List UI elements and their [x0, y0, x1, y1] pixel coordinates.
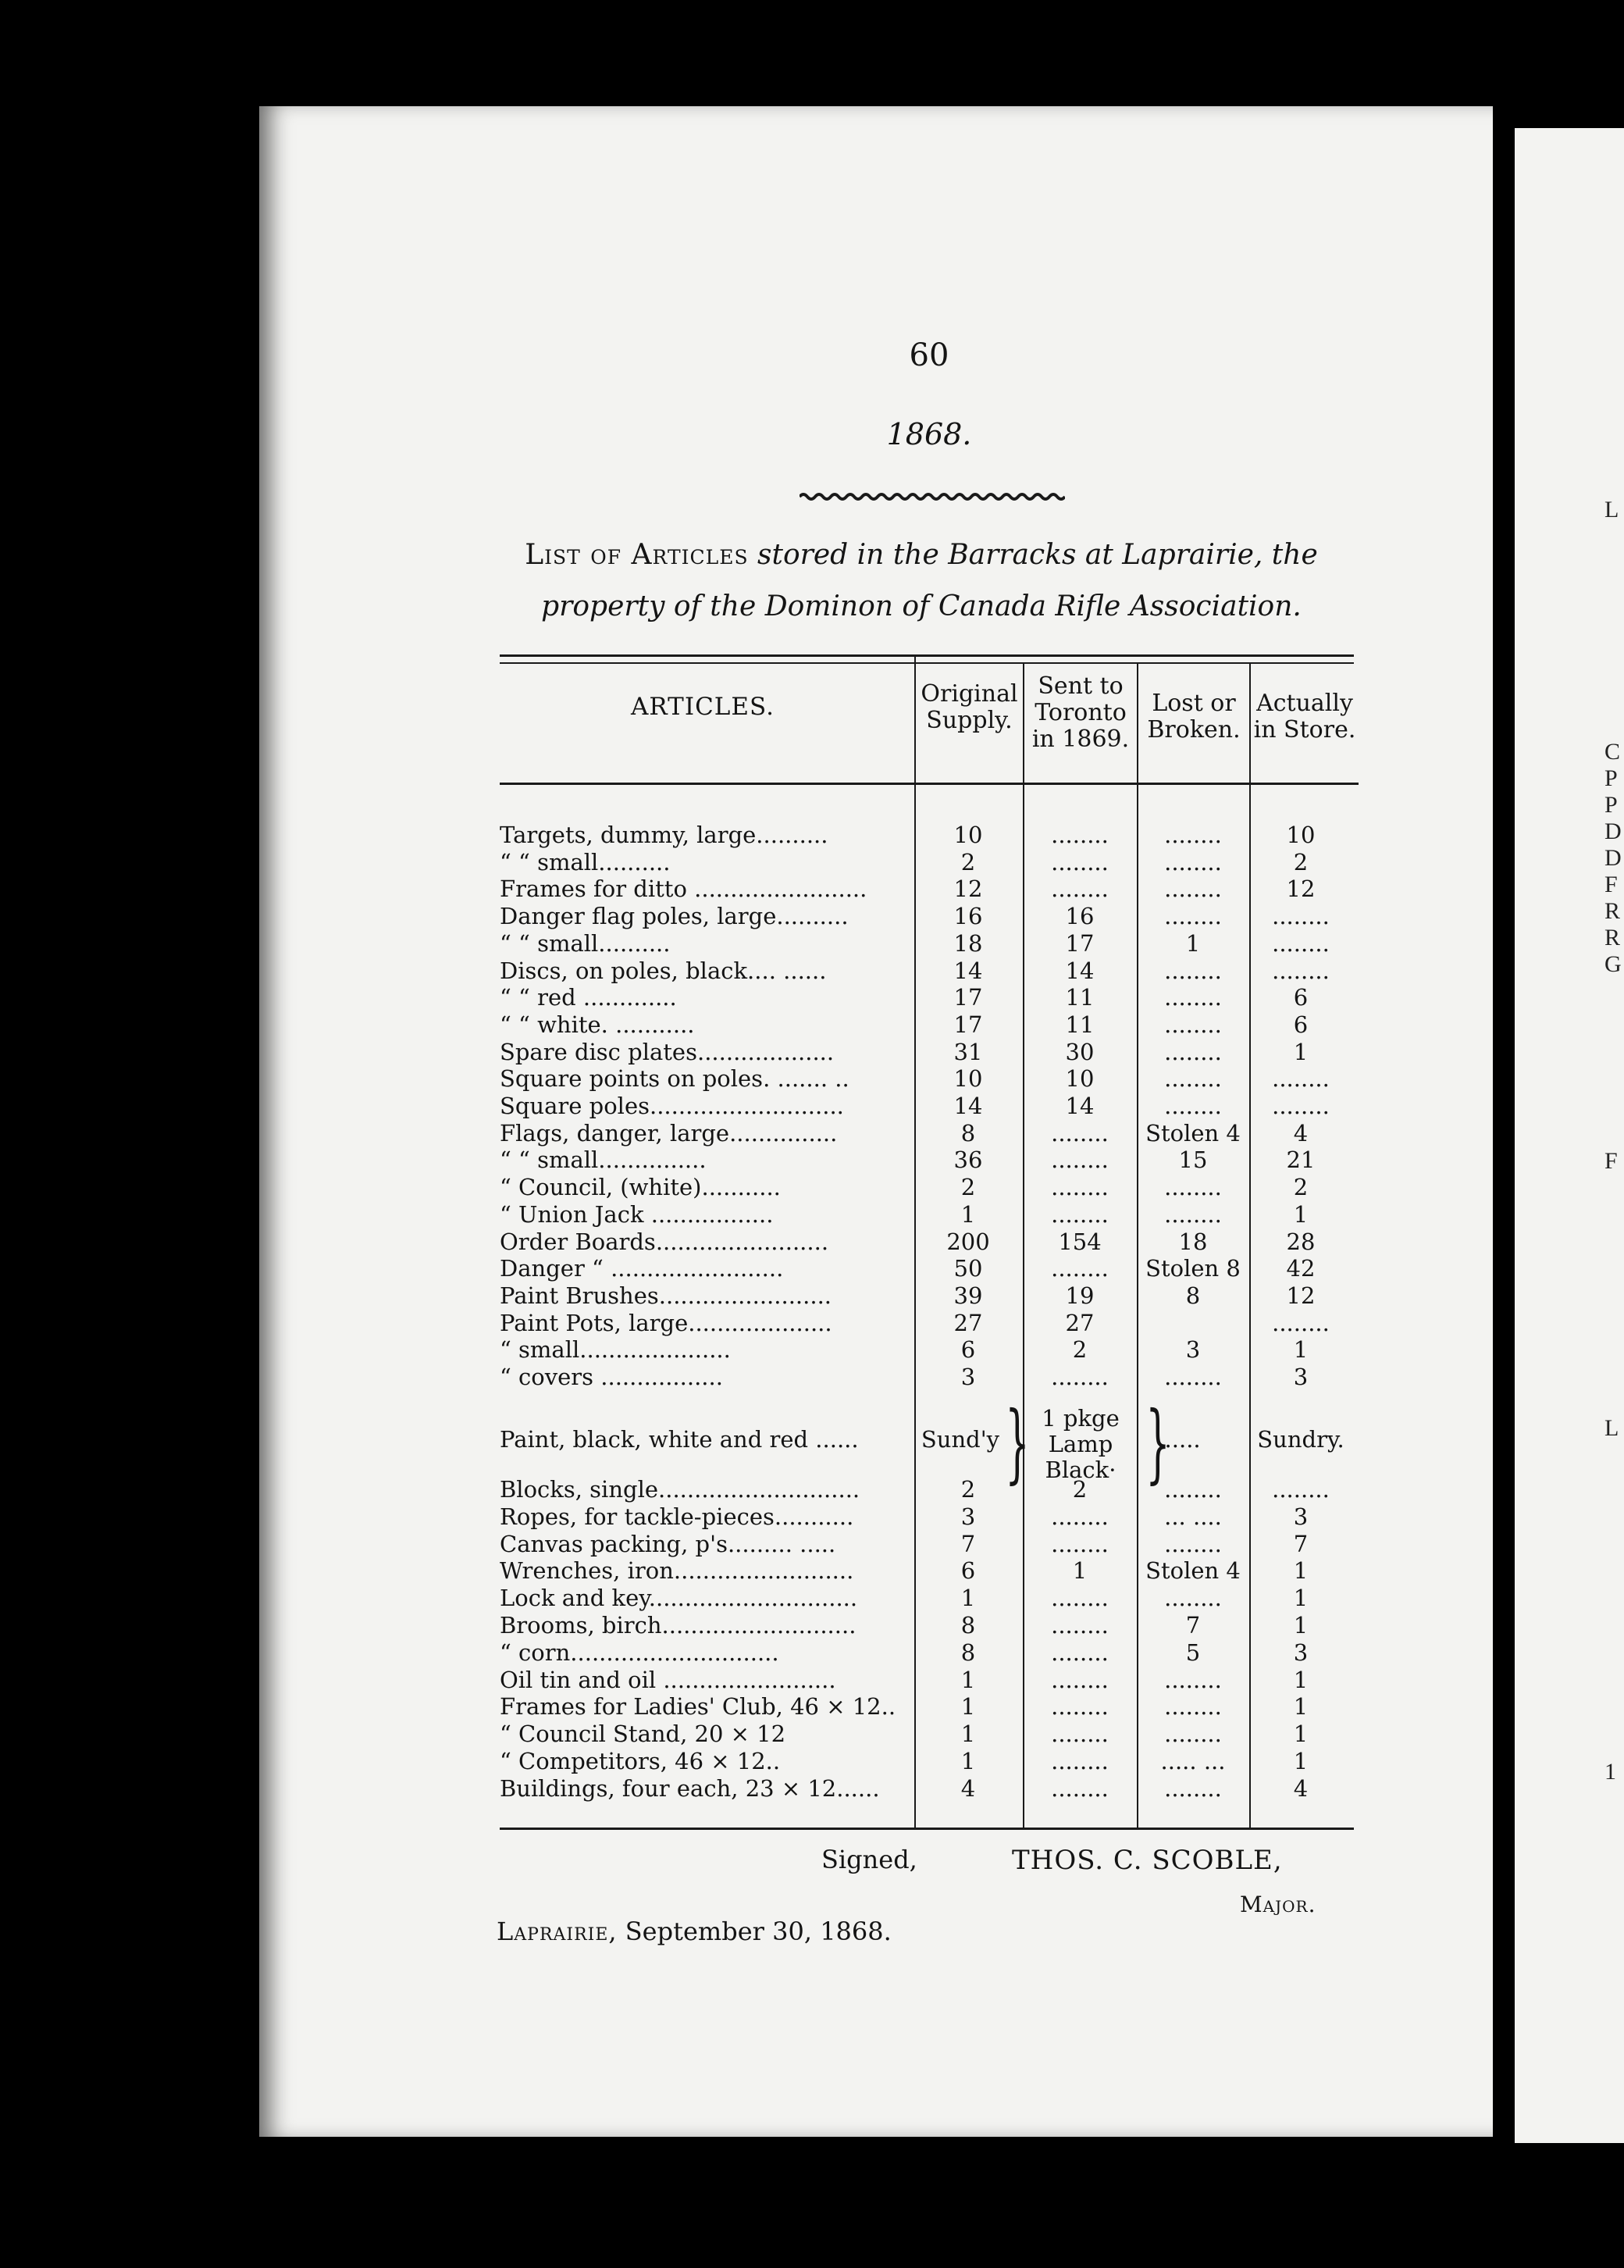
table-row — [500, 1557, 1351, 1585]
article-name: “ “ small.......... — [500, 929, 671, 957]
sent-to-toronto: ........ — [1051, 1364, 1109, 1390]
sent-to-toronto: ........ — [1051, 1721, 1109, 1748]
lost-or-broken: ........ — [1164, 1585, 1222, 1612]
article-name: Paint, black, white and red ...... — [500, 1426, 859, 1453]
lost-or-broken: ........ — [1164, 1065, 1222, 1093]
adjacent-page-letter: F — [1604, 1148, 1618, 1174]
article-name: Lock and key............................. — [500, 1585, 858, 1612]
table-row — [500, 903, 1351, 930]
actually-in-store: ........ — [1272, 1476, 1330, 1503]
original-supply: 2 — [960, 1174, 976, 1201]
actually-in-store: 12 — [1286, 875, 1316, 903]
original-supply: 4 — [960, 1774, 976, 1802]
article-name: “ Competitors, 46 × 12.. — [500, 1748, 781, 1774]
column-header-text: Sent to — [1038, 672, 1124, 700]
original-supply: 7 — [960, 1530, 976, 1557]
table-row — [500, 984, 1351, 1011]
sent-to-toronto: 27 — [1065, 1309, 1095, 1336]
sent-to-toronto: ........ — [1051, 1146, 1109, 1174]
sent-to-toronto-paint — [1024, 1406, 1137, 1483]
sent-text: 1 pkge — [1042, 1405, 1120, 1432]
article-name: Buildings, four each, 23 × 12...... — [500, 1774, 880, 1802]
right-brace: } — [1005, 1393, 1030, 1492]
lost-or-broken: ........ — [1164, 822, 1222, 848]
article-name: Danger flag poles, large.......... — [500, 903, 849, 930]
lost-or-broken: ........ — [1164, 1364, 1222, 1390]
actually-in-store: ........ — [1272, 1093, 1330, 1119]
original-supply: 8 — [960, 1639, 976, 1666]
article-name: Danger “ ........................ — [500, 1255, 784, 1282]
actually-in-store: 28 — [1286, 1228, 1316, 1255]
original-supply: 39 — [953, 1282, 983, 1309]
actually-in-store: 10 — [1286, 822, 1316, 848]
original-supply: 1 — [960, 1748, 976, 1774]
actually-in-store: 12 — [1286, 1282, 1316, 1309]
lost-or-broken: ........ — [1164, 1011, 1222, 1038]
actually-in-store: 3 — [1293, 1639, 1309, 1666]
lost-or-broken: 1 — [1185, 929, 1201, 957]
column-header-text: Original — [921, 680, 1018, 708]
article-name: “ covers ................. — [500, 1364, 723, 1390]
ornament-divider — [800, 490, 1065, 503]
column-header-store — [1251, 690, 1359, 744]
lost-or-broken: ... .... — [1164, 1503, 1222, 1530]
original-supply: 1 — [960, 1721, 976, 1748]
table-row — [500, 1364, 1351, 1391]
actually-in-store: 3 — [1293, 1503, 1309, 1530]
sent-to-toronto: ........ — [1051, 1693, 1109, 1721]
lost-or-broken: ........ — [1164, 1093, 1222, 1119]
lost-or-broken: Stolen 4 — [1145, 1557, 1241, 1585]
actually-in-store: ........ — [1272, 1309, 1330, 1336]
sent-to-toronto: ........ — [1051, 1774, 1109, 1802]
column-header-sent — [1024, 673, 1137, 753]
adjacent-page-letter: R — [1604, 925, 1621, 950]
table-row — [500, 1228, 1351, 1256]
sent-to-toronto: ........ — [1051, 1255, 1109, 1282]
adjacent-page-letter: G — [1604, 951, 1622, 977]
column-header-text: Broken. — [1147, 716, 1241, 744]
table-row — [500, 930, 1351, 957]
sent-to-toronto: 154 — [1058, 1228, 1102, 1255]
adjacent-page-letter: F — [1604, 872, 1618, 897]
lost-or-broken: ........ — [1164, 1174, 1222, 1201]
lost-or-broken: ........ — [1164, 875, 1222, 903]
actually-in-store: 1 — [1293, 1557, 1309, 1585]
article-name: Flags, danger, large............... — [500, 1119, 838, 1146]
original-supply: 3 — [960, 1503, 976, 1530]
table-row — [500, 1120, 1351, 1147]
actually-in-store: 3 — [1293, 1364, 1309, 1390]
lost-or-broken: ........ — [1164, 848, 1222, 875]
sent-to-toronto: ........ — [1051, 848, 1109, 875]
actually-in-store: 21 — [1286, 1146, 1316, 1174]
lost-or-broken: Stolen 8 — [1145, 1255, 1241, 1282]
actually-in-store: 4 — [1293, 1119, 1309, 1146]
sent-to-toronto: 10 — [1065, 1065, 1095, 1093]
article-name: “ “ white. ........... — [500, 1011, 695, 1038]
lost-or-broken: 18 — [1178, 1228, 1208, 1255]
actually-in-store: 1 — [1293, 1721, 1309, 1748]
table-row — [500, 849, 1351, 876]
article-name: Wrenches, iron......................... — [500, 1557, 854, 1585]
table-row — [500, 1310, 1351, 1337]
original-supply: 10 — [953, 1065, 983, 1093]
actually-in-store: 6 — [1293, 1011, 1309, 1038]
sent-to-toronto: 30 — [1065, 1038, 1095, 1065]
sent-to-toronto: 16 — [1065, 903, 1095, 930]
lost-or-broken: ...... — [1157, 1426, 1201, 1453]
original-supply: 6 — [960, 1336, 976, 1364]
page-number: 60 — [909, 337, 949, 373]
column-header-original — [916, 681, 1023, 734]
original-supply: 8 — [960, 1119, 976, 1146]
original-supply: 50 — [953, 1255, 983, 1282]
table-row — [500, 1255, 1351, 1282]
adjacent-page-letter: R — [1604, 898, 1621, 924]
article-name: “ “ red ............. — [500, 984, 677, 1011]
lost-or-broken: ........ — [1164, 1476, 1222, 1503]
actually-in-store: 7 — [1293, 1530, 1309, 1557]
article-name: Spare disc plates................... — [500, 1038, 835, 1065]
article-name: Square poles........................... — [500, 1093, 844, 1119]
original-supply: 8 — [960, 1612, 976, 1639]
table-row — [500, 1721, 1351, 1748]
original-supply: 1 — [960, 1585, 976, 1612]
sent-to-toronto: ........ — [1051, 1612, 1109, 1639]
actually-in-store: ........ — [1272, 929, 1330, 957]
actually-in-store: Sundry. — [1257, 1426, 1344, 1453]
column-header-text: in Store. — [1253, 716, 1356, 744]
list-title-smallcaps: List of Articles — [525, 539, 749, 571]
sent-to-toronto: ........ — [1051, 1666, 1109, 1693]
table-row — [500, 1282, 1351, 1310]
actually-in-store: ........ — [1272, 1065, 1330, 1093]
sent-to-toronto: ........ — [1051, 1200, 1109, 1228]
actually-in-store: 1 — [1293, 1612, 1309, 1639]
column-header-text: Toronto — [1035, 699, 1127, 726]
article-name: “ “ small.......... — [500, 848, 671, 875]
actually-in-store: 2 — [1293, 848, 1309, 875]
adjacent-page-letter: 1 — [1604, 1759, 1616, 1785]
actually-in-store: 2 — [1293, 1174, 1309, 1201]
year-heading: 1868. — [886, 417, 972, 451]
adjacent-page-letter: C — [1604, 739, 1621, 765]
article-name: “ “ small............... — [500, 1146, 707, 1174]
table-top-rule — [500, 662, 1354, 664]
lost-or-broken: ........ — [1164, 1774, 1222, 1802]
sent-to-toronto: 11 — [1065, 1011, 1095, 1038]
sent-to-toronto: 2 — [1072, 1336, 1088, 1364]
table-row — [500, 1775, 1351, 1803]
table-row — [500, 1476, 1351, 1503]
actually-in-store: 1 — [1293, 1038, 1309, 1065]
article-name: “ small..................... — [500, 1336, 731, 1364]
sent-to-toronto: ........ — [1051, 1530, 1109, 1557]
lost-or-broken: ........ — [1164, 903, 1222, 930]
lost-or-broken: ........ — [1164, 1038, 1222, 1065]
table-row — [500, 1748, 1351, 1775]
article-name: Targets, dummy, large.......... — [500, 822, 828, 848]
adjacent-page-letter: D — [1604, 845, 1622, 871]
lost-or-broken: ..... ... — [1160, 1748, 1226, 1774]
table-row — [500, 957, 1351, 985]
column-header-lost — [1138, 690, 1249, 744]
original-supply: 14 — [953, 1093, 983, 1119]
original-supply: 200 — [946, 1228, 990, 1255]
list-title-line-2: property of the Dominon of Canada Rifle Association. — [541, 590, 1302, 622]
article-name: Square points on poles. ....... .. — [500, 1065, 849, 1093]
sent-to-toronto: 11 — [1065, 984, 1095, 1011]
lost-or-broken: ........ — [1164, 984, 1222, 1011]
actually-in-store: 4 — [1293, 1774, 1309, 1802]
article-name: Discs, on poles, black.... ...... — [500, 957, 827, 984]
sent-to-toronto: 17 — [1065, 929, 1095, 957]
list-title-line-1 — [437, 539, 1405, 571]
signed-label: Signed, — [821, 1845, 917, 1874]
article-name: Oil tin and oil ........................ — [500, 1666, 836, 1693]
original-supply: 36 — [953, 1146, 983, 1174]
sent-to-toronto: ........ — [1051, 822, 1109, 848]
lost-or-broken: 15 — [1178, 1146, 1208, 1174]
table-row — [500, 1503, 1351, 1531]
actually-in-store: 1 — [1293, 1748, 1309, 1774]
article-name: Blocks, single............................ — [500, 1476, 860, 1503]
actually-in-store: ........ — [1272, 957, 1330, 984]
table-row — [500, 1336, 1351, 1364]
adjacent-page-edge — [1515, 128, 1624, 2143]
original-supply: 17 — [953, 1011, 983, 1038]
table-row — [500, 1639, 1351, 1667]
column-header-text: Actually — [1256, 690, 1353, 717]
table-row — [500, 1093, 1351, 1120]
article-name: “ Council, (white)........... — [500, 1174, 781, 1201]
place-name: Laprairie, — [497, 1917, 618, 1946]
table-top-rule — [500, 654, 1354, 657]
original-supply: 1 — [960, 1666, 976, 1693]
table-row — [500, 1585, 1351, 1612]
list-title-rest: stored in the Barracks at Laprairie, the — [748, 539, 1318, 571]
table-row-paint — [500, 1426, 1351, 1453]
actually-in-store: 1 — [1293, 1693, 1309, 1721]
article-name: Paint Brushes........................ — [500, 1282, 832, 1309]
lost-or-broken: 7 — [1185, 1612, 1201, 1639]
table-row — [500, 1531, 1351, 1558]
column-header-text: Supply. — [926, 707, 1013, 734]
article-name: “ corn............................. — [500, 1639, 779, 1666]
adjacent-page-letter: D — [1604, 818, 1622, 844]
lost-or-broken: 3 — [1185, 1336, 1201, 1364]
adjacent-page-letter: L — [1604, 1415, 1619, 1441]
signer-rank: Major. — [1240, 1892, 1316, 1917]
actually-in-store: 1 — [1293, 1200, 1309, 1228]
table-row — [500, 1011, 1351, 1039]
original-supply: 27 — [953, 1309, 983, 1336]
sent-to-toronto: 1 — [1072, 1557, 1088, 1585]
table-row — [500, 1039, 1351, 1066]
original-supply: 31 — [953, 1038, 983, 1065]
article-name: “ Union Jack ................. — [500, 1200, 774, 1228]
actually-in-store: 6 — [1293, 984, 1309, 1011]
original-supply: 2 — [960, 848, 976, 875]
actually-in-store: ........ — [1272, 903, 1330, 930]
sent-to-toronto: ........ — [1051, 1503, 1109, 1530]
sent-to-toronto: ........ — [1051, 1639, 1109, 1666]
original-supply: 16 — [953, 903, 983, 930]
column-header-text: in 1869. — [1031, 726, 1130, 753]
article-name: Frames for Ladies' Club, 46 × 12.. — [500, 1693, 896, 1721]
lost-or-broken: ........ — [1164, 1200, 1222, 1228]
sent-to-toronto: ........ — [1051, 1585, 1109, 1612]
lost-or-broken: ........ — [1164, 1666, 1222, 1693]
original-supply: 18 — [953, 929, 983, 957]
table-row — [500, 1174, 1351, 1201]
article-name: Brooms, birch........................... — [500, 1612, 857, 1639]
sent-to-toronto: 19 — [1065, 1282, 1095, 1309]
original-supply: 12 — [953, 875, 983, 903]
actually-in-store: 1 — [1293, 1336, 1309, 1364]
original-supply: 2 — [960, 1476, 976, 1503]
lost-or-broken: Stolen 4 — [1145, 1119, 1241, 1146]
original-supply: 3 — [960, 1364, 976, 1390]
right-brace: } — [1145, 1393, 1170, 1492]
table-row — [500, 1146, 1351, 1174]
sent-to-toronto: 14 — [1065, 957, 1095, 984]
table-row — [500, 1201, 1351, 1228]
lost-or-broken: 8 — [1185, 1282, 1201, 1309]
original-supply: 14 — [953, 957, 983, 984]
sent-to-toronto: 14 — [1065, 1093, 1095, 1119]
original-supply: 1 — [960, 1693, 976, 1721]
adjacent-page-letter: P — [1604, 792, 1618, 818]
adjacent-page-letter: L — [1604, 497, 1619, 522]
sent-text: Lamp — [1048, 1431, 1113, 1457]
column-header-text: Lost or — [1152, 690, 1236, 717]
header-bottom-rule — [500, 783, 1359, 785]
table-row — [500, 822, 1351, 849]
article-name: Frames for ditto ........................ — [500, 875, 867, 903]
table-row — [500, 1667, 1351, 1694]
original-supply: 6 — [960, 1557, 976, 1585]
original-supply: 1 — [960, 1200, 976, 1228]
lost-or-broken: ........ — [1164, 957, 1222, 984]
lost-or-broken: ........ — [1164, 1721, 1222, 1748]
actually-in-store: 1 — [1293, 1666, 1309, 1693]
actually-in-store: 1 — [1293, 1585, 1309, 1612]
lost-or-broken: ........ — [1164, 1693, 1222, 1721]
article-name: Paint Pots, large.................... — [500, 1309, 832, 1336]
original-supply: 17 — [953, 984, 983, 1011]
actually-in-store: 42 — [1286, 1255, 1316, 1282]
sent-text: Black· — [1045, 1457, 1116, 1483]
table-row — [500, 875, 1351, 903]
sent-to-toronto: ........ — [1051, 1748, 1109, 1774]
sent-to-toronto: 2 — [1072, 1476, 1088, 1503]
table-row — [500, 1693, 1351, 1721]
lost-or-broken: ........ — [1164, 1530, 1222, 1557]
sent-to-toronto: ........ — [1051, 1174, 1109, 1201]
original-supply: Sund'y — [921, 1426, 1000, 1453]
article-name: Ropes, for tackle-pieces........... — [500, 1503, 854, 1530]
sent-to-toronto: ........ — [1051, 875, 1109, 903]
table-row — [500, 1065, 1351, 1093]
table-row — [500, 1612, 1351, 1639]
place-and-date — [497, 1917, 892, 1946]
signer-name: THOS. C. SCOBLE, — [1012, 1845, 1283, 1876]
column-header-articles: ARTICLES. — [630, 693, 775, 721]
table-bottom-rule — [500, 1828, 1354, 1830]
date-text: September 30, 1868. — [617, 1917, 892, 1946]
original-supply: 10 — [953, 822, 983, 848]
article-name: Order Boards........................ — [500, 1228, 829, 1255]
article-name: “ Council Stand, 20 × 12 — [500, 1721, 786, 1748]
adjacent-page-letter: P — [1604, 765, 1618, 791]
sent-to-toronto: ........ — [1051, 1119, 1109, 1146]
lost-or-broken: 5 — [1185, 1639, 1201, 1666]
article-name: Canvas packing, p's......... ..... — [500, 1530, 836, 1557]
